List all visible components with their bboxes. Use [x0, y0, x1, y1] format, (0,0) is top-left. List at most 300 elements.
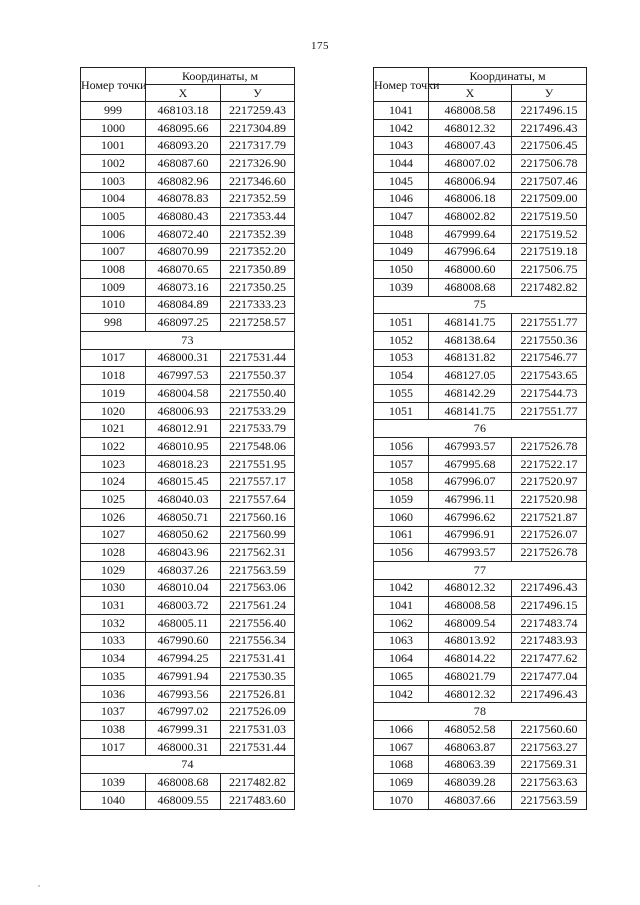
y-coordinate-cell: 2217563.59: [221, 561, 295, 579]
table-row: [374, 102, 587, 120]
x-coordinate-cell: 468008.58: [429, 597, 512, 615]
table-row: [374, 402, 587, 420]
y-coordinate-cell: 2217496.15: [512, 597, 587, 615]
point-number-cell: 1062: [374, 614, 429, 632]
point-number-cell: 1040: [81, 791, 146, 809]
table-row: [81, 473, 295, 491]
point-number-cell: 1070: [374, 791, 429, 809]
x-coordinate-cell: 467996.07: [429, 473, 512, 491]
x-coordinate-cell: 467996.11: [429, 491, 512, 509]
table-row: [81, 738, 295, 756]
x-coordinate-cell: 467993.56: [146, 685, 221, 703]
table-row: [81, 367, 295, 385]
table-row: [81, 721, 295, 739]
y-coordinate-cell: 2217477.04: [512, 668, 587, 686]
point-number-cell: 1042: [374, 579, 429, 597]
point-number-cell: 1056: [374, 438, 429, 456]
y-coordinate-cell: 2217483.74: [512, 614, 587, 632]
y-coordinate-cell: 2217350.25: [221, 278, 295, 296]
x-coordinate-cell: 468103.18: [146, 102, 221, 120]
x-coordinate-cell: 468063.87: [429, 738, 512, 756]
point-number-cell: 1031: [81, 597, 146, 615]
x-coordinate-cell: 468073.16: [146, 278, 221, 296]
y-coordinate-cell: 2217531.41: [221, 650, 295, 668]
x-coordinate-cell: 468037.66: [429, 791, 512, 809]
point-number-cell: 1025: [81, 491, 146, 509]
point-number-cell: 1060: [374, 508, 429, 526]
point-number-cell: 1017: [81, 738, 146, 756]
table-row: [374, 597, 587, 615]
table-row: [81, 155, 295, 173]
table-row: [81, 668, 295, 686]
point-number-header: Номер точки: [81, 68, 146, 102]
point-number-cell: 1007: [81, 243, 146, 261]
y-coordinate-cell: 2217506.45: [512, 137, 587, 155]
point-number-cell: 1009: [81, 278, 146, 296]
point-number-cell: 1017: [81, 349, 146, 367]
x-coordinate-cell: 468050.71: [146, 508, 221, 526]
table-row: [374, 650, 587, 668]
y-coordinate-cell: 2217560.60: [512, 721, 587, 739]
x-column-header: X: [429, 85, 512, 102]
y-coordinate-cell: 2217562.31: [221, 544, 295, 562]
point-number-cell: 1046: [374, 190, 429, 208]
x-coordinate-cell: 468078.83: [146, 190, 221, 208]
table-row: [374, 791, 587, 809]
y-coordinate-cell: 2217560.99: [221, 526, 295, 544]
y-coordinate-cell: 2217520.97: [512, 473, 587, 491]
table-row: [374, 738, 587, 756]
x-coordinate-cell: 468072.40: [146, 225, 221, 243]
table-row: [374, 155, 587, 173]
point-number-cell: 1026: [81, 508, 146, 526]
x-coordinate-cell: 468082.96: [146, 172, 221, 190]
x-coordinate-cell: 467996.62: [429, 508, 512, 526]
point-number-cell: 1037: [81, 703, 146, 721]
section-number: 73: [81, 331, 295, 349]
point-number-cell: 1058: [374, 473, 429, 491]
y-coordinate-cell: 2217556.40: [221, 614, 295, 632]
point-number-cell: 1000: [81, 119, 146, 137]
point-number-cell: 1050: [374, 261, 429, 279]
table-row: [81, 385, 295, 403]
point-number-header: Номер точки: [374, 68, 429, 102]
x-coordinate-cell: 468008.58: [429, 102, 512, 120]
table-row: [81, 561, 295, 579]
table-row: [81, 190, 295, 208]
y-coordinate-cell: 2217563.06: [221, 579, 295, 597]
x-coordinate-cell: 468131.82: [429, 349, 512, 367]
point-number-cell: 1063: [374, 632, 429, 650]
point-number-cell: 1032: [81, 614, 146, 632]
x-coordinate-cell: 468070.99: [146, 243, 221, 261]
scan-speck: [38, 885, 40, 887]
point-number-cell: 1056: [374, 544, 429, 562]
table-row: [81, 296, 295, 314]
y-coordinate-cell: 2217496.15: [512, 102, 587, 120]
coordinates-header: Координаты, м: [146, 68, 295, 85]
point-number-cell: 1020: [81, 402, 146, 420]
x-coordinate-cell: 468084.89: [146, 296, 221, 314]
table-row: [81, 420, 295, 438]
y-coordinate-cell: 2217544.73: [512, 385, 587, 403]
y-coordinate-cell: 2217531.44: [221, 738, 295, 756]
table-row: [81, 208, 295, 226]
section-row: [374, 296, 587, 314]
table-row: [81, 491, 295, 509]
x-coordinate-cell: 468010.95: [146, 438, 221, 456]
coordinates-table-left: [80, 67, 295, 810]
table-row: [374, 225, 587, 243]
y-coordinate-cell: 2217551.95: [221, 455, 295, 473]
x-coordinate-cell: 467994.25: [146, 650, 221, 668]
section-number: 75: [374, 296, 587, 314]
table-row: [81, 791, 295, 809]
section-number: 77: [374, 561, 587, 579]
x-coordinate-cell: 468013.92: [429, 632, 512, 650]
y-coordinate-cell: 2217258.57: [221, 314, 295, 332]
x-coordinate-cell: 467996.91: [429, 526, 512, 544]
y-coordinate-cell: 2217560.16: [221, 508, 295, 526]
point-number-cell: 1067: [374, 738, 429, 756]
y-coordinate-cell: 2217477.62: [512, 650, 587, 668]
table-row: [81, 526, 295, 544]
point-number-cell: 1061: [374, 526, 429, 544]
y-coordinate-cell: 2217326.90: [221, 155, 295, 173]
table-row: [374, 331, 587, 349]
point-number-cell: 1042: [374, 119, 429, 137]
point-number-cell: 1043: [374, 137, 429, 155]
x-coordinate-cell: 468005.11: [146, 614, 221, 632]
table-row: [374, 208, 587, 226]
y-coordinate-cell: 2217548.06: [221, 438, 295, 456]
point-number-cell: 1057: [374, 455, 429, 473]
y-coordinate-cell: 2217483.60: [221, 791, 295, 809]
point-number-cell: 1044: [374, 155, 429, 173]
x-coordinate-cell: 468009.54: [429, 614, 512, 632]
table-row: [374, 491, 587, 509]
table-row: [81, 632, 295, 650]
y-coordinate-cell: 2217333.23: [221, 296, 295, 314]
x-coordinate-cell: 468003.72: [146, 597, 221, 615]
x-coordinate-cell: 468006.93: [146, 402, 221, 420]
x-coordinate-cell: 468014.22: [429, 650, 512, 668]
table-body: [374, 102, 587, 810]
x-coordinate-cell: 468095.66: [146, 119, 221, 137]
point-number-cell: 1053: [374, 349, 429, 367]
y-column-header: У: [512, 85, 587, 102]
x-coordinate-cell: 468000.31: [146, 738, 221, 756]
table-row: [81, 703, 295, 721]
x-coordinate-cell: 468010.04: [146, 579, 221, 597]
section-row: [81, 331, 295, 349]
point-number-cell: 1051: [374, 314, 429, 332]
table-row: [374, 756, 587, 774]
y-coordinate-cell: 2217569.31: [512, 756, 587, 774]
table-row: [374, 243, 587, 261]
table-row: [374, 349, 587, 367]
point-number-cell: 1005: [81, 208, 146, 226]
point-number-cell: 1028: [81, 544, 146, 562]
table-row: [81, 243, 295, 261]
section-number: 74: [81, 756, 295, 774]
table-row: [81, 774, 295, 792]
x-coordinate-cell: 467995.68: [429, 455, 512, 473]
point-number-cell: 1021: [81, 420, 146, 438]
x-coordinate-cell: 468004.58: [146, 385, 221, 403]
x-coordinate-cell: 468007.43: [429, 137, 512, 155]
table-row: [81, 438, 295, 456]
y-coordinate-cell: 2217483.93: [512, 632, 587, 650]
x-coordinate-cell: 468021.79: [429, 668, 512, 686]
table-row: [374, 614, 587, 632]
table-row: [374, 579, 587, 597]
point-number-cell: 1002: [81, 155, 146, 173]
x-coordinate-cell: 467997.02: [146, 703, 221, 721]
point-number-cell: 1008: [81, 261, 146, 279]
x-coordinate-cell: 468037.26: [146, 561, 221, 579]
x-coordinate-cell: 468002.82: [429, 208, 512, 226]
y-coordinate-cell: 2217533.29: [221, 402, 295, 420]
point-number-cell: 1034: [81, 650, 146, 668]
x-coordinate-cell: 468050.62: [146, 526, 221, 544]
table-row: [81, 261, 295, 279]
table-row: [374, 367, 587, 385]
table-row: [374, 473, 587, 491]
table-row: [81, 544, 295, 562]
y-coordinate-cell: 2217509.00: [512, 190, 587, 208]
x-coordinate-cell: 468012.32: [429, 579, 512, 597]
y-coordinate-cell: 2217519.50: [512, 208, 587, 226]
point-number-cell: 1049: [374, 243, 429, 261]
x-coordinate-cell: 468009.55: [146, 791, 221, 809]
y-coordinate-cell: 2217519.52: [512, 225, 587, 243]
y-coordinate-cell: 2217557.17: [221, 473, 295, 491]
x-coordinate-cell: 467993.57: [429, 438, 512, 456]
y-coordinate-cell: 2217563.63: [512, 774, 587, 792]
point-number-cell: 999: [81, 102, 146, 120]
y-coordinate-cell: 2217563.59: [512, 791, 587, 809]
y-coordinate-cell: 2217496.43: [512, 579, 587, 597]
point-number-cell: 1047: [374, 208, 429, 226]
table-row: [374, 685, 587, 703]
x-coordinate-cell: 468012.32: [429, 685, 512, 703]
y-coordinate-cell: 2217551.77: [512, 314, 587, 332]
x-coordinate-cell: 468142.29: [429, 385, 512, 403]
y-coordinate-cell: 2217519.18: [512, 243, 587, 261]
point-number-cell: 1022: [81, 438, 146, 456]
y-coordinate-cell: 2217550.37: [221, 367, 295, 385]
x-coordinate-cell: 468063.39: [429, 756, 512, 774]
y-coordinate-cell: 2217506.78: [512, 155, 587, 173]
table-row: [374, 544, 587, 562]
y-coordinate-cell: 2217520.98: [512, 491, 587, 509]
table-row: [81, 650, 295, 668]
table-row: [81, 102, 295, 120]
table-row: [374, 526, 587, 544]
x-coordinate-cell: 468015.45: [146, 473, 221, 491]
x-coordinate-cell: 467999.64: [429, 225, 512, 243]
y-coordinate-cell: 2217533.79: [221, 420, 295, 438]
y-coordinate-cell: 2217526.09: [221, 703, 295, 721]
y-coordinate-cell: 2217507.46: [512, 172, 587, 190]
page-number: 175: [311, 40, 329, 52]
point-number-cell: 1048: [374, 225, 429, 243]
table-row: [81, 579, 295, 597]
point-number-cell: 1051: [374, 402, 429, 420]
y-coordinate-cell: 2217317.79: [221, 137, 295, 155]
point-number-cell: 1039: [374, 278, 429, 296]
table-row: [81, 597, 295, 615]
table-row: [81, 172, 295, 190]
table-row: [81, 119, 295, 137]
point-number-cell: 1030: [81, 579, 146, 597]
point-number-cell: 1059: [374, 491, 429, 509]
x-coordinate-cell: 467997.53: [146, 367, 221, 385]
table-row: [81, 402, 295, 420]
x-coordinate-cell: 468141.75: [429, 402, 512, 420]
section-row: [81, 756, 295, 774]
x-coordinate-cell: 467991.94: [146, 668, 221, 686]
coordinates-table-right: [373, 67, 587, 810]
x-coordinate-cell: 468007.02: [429, 155, 512, 173]
y-coordinate-cell: 2217496.43: [512, 119, 587, 137]
y-coordinate-cell: 2217496.43: [512, 685, 587, 703]
point-number-cell: 1041: [374, 102, 429, 120]
point-number-cell: 1019: [81, 385, 146, 403]
y-coordinate-cell: 2217259.43: [221, 102, 295, 120]
y-coordinate-cell: 2217563.27: [512, 738, 587, 756]
y-column-header: У: [221, 85, 295, 102]
section-row: [374, 703, 587, 721]
x-coordinate-cell: 468080.43: [146, 208, 221, 226]
x-coordinate-cell: 468070.65: [146, 261, 221, 279]
x-coordinate-cell: 468052.58: [429, 721, 512, 739]
x-coordinate-cell: 468097.25: [146, 314, 221, 332]
point-number-cell: 1038: [81, 721, 146, 739]
point-number-cell: 1052: [374, 331, 429, 349]
coordinates-header: Координаты, м: [429, 68, 587, 85]
table-row: [374, 508, 587, 526]
table-row: [374, 190, 587, 208]
point-number-cell: 1006: [81, 225, 146, 243]
point-number-cell: 1064: [374, 650, 429, 668]
table-row: [374, 119, 587, 137]
y-coordinate-cell: 2217561.24: [221, 597, 295, 615]
table-row: [374, 278, 587, 296]
x-coordinate-cell: 468012.91: [146, 420, 221, 438]
y-coordinate-cell: 2217531.44: [221, 349, 295, 367]
y-coordinate-cell: 2217352.59: [221, 190, 295, 208]
y-coordinate-cell: 2217556.34: [221, 632, 295, 650]
y-coordinate-cell: 2217482.82: [221, 774, 295, 792]
y-coordinate-cell: 2217350.89: [221, 261, 295, 279]
y-coordinate-cell: 2217352.20: [221, 243, 295, 261]
table-row: [81, 349, 295, 367]
point-number-cell: 1023: [81, 455, 146, 473]
point-number-cell: 1039: [81, 774, 146, 792]
x-coordinate-cell: 467993.57: [429, 544, 512, 562]
table-row: [81, 278, 295, 296]
y-coordinate-cell: 2217531.03: [221, 721, 295, 739]
x-coordinate-cell: 468012.32: [429, 119, 512, 137]
point-number-cell: 1003: [81, 172, 146, 190]
x-coordinate-cell: 467999.31: [146, 721, 221, 739]
x-coordinate-cell: 468006.18: [429, 190, 512, 208]
table-body: [81, 102, 295, 810]
table-row: [374, 455, 587, 473]
y-coordinate-cell: 2217530.35: [221, 668, 295, 686]
point-number-cell: 1045: [374, 172, 429, 190]
point-number-cell: 1001: [81, 137, 146, 155]
y-coordinate-cell: 2217526.81: [221, 685, 295, 703]
point-number-cell: 1054: [374, 367, 429, 385]
x-coordinate-cell: 468006.94: [429, 172, 512, 190]
point-number-cell: 998: [81, 314, 146, 332]
point-number-cell: 1041: [374, 597, 429, 615]
x-coordinate-cell: 468043.96: [146, 544, 221, 562]
point-number-cell: 1033: [81, 632, 146, 650]
y-coordinate-cell: 2217346.60: [221, 172, 295, 190]
table-row: [81, 225, 295, 243]
table-row: [374, 137, 587, 155]
y-coordinate-cell: 2217353.44: [221, 208, 295, 226]
x-coordinate-cell: 468127.05: [429, 367, 512, 385]
table-row: [81, 685, 295, 703]
table-row: [81, 137, 295, 155]
table-row: [374, 774, 587, 792]
table-row: [81, 614, 295, 632]
point-number-cell: 1068: [374, 756, 429, 774]
x-coordinate-cell: 468018.23: [146, 455, 221, 473]
section-number: 78: [374, 703, 587, 721]
table-row: [374, 438, 587, 456]
section-row: [374, 561, 587, 579]
table-row: [374, 668, 587, 686]
table-row: [374, 261, 587, 279]
section-number: 76: [374, 420, 587, 438]
point-number-cell: 1027: [81, 526, 146, 544]
table-row: [374, 314, 587, 332]
point-number-cell: 1010: [81, 296, 146, 314]
y-coordinate-cell: 2217551.77: [512, 402, 587, 420]
point-number-cell: 1055: [374, 385, 429, 403]
section-row: [374, 420, 587, 438]
y-coordinate-cell: 2217522.17: [512, 455, 587, 473]
table-row: [374, 721, 587, 739]
x-coordinate-cell: 468039.28: [429, 774, 512, 792]
x-coordinate-cell: 468008.68: [429, 278, 512, 296]
table-row: [374, 632, 587, 650]
point-number-cell: 1018: [81, 367, 146, 385]
y-coordinate-cell: 2217550.40: [221, 385, 295, 403]
x-coordinate-cell: 468000.31: [146, 349, 221, 367]
y-coordinate-cell: 2217304.89: [221, 119, 295, 137]
x-coordinate-cell: 468138.64: [429, 331, 512, 349]
x-coordinate-cell: 468087.60: [146, 155, 221, 173]
y-coordinate-cell: 2217546.77: [512, 349, 587, 367]
y-coordinate-cell: 2217557.64: [221, 491, 295, 509]
point-number-cell: 1004: [81, 190, 146, 208]
point-number-cell: 1035: [81, 668, 146, 686]
x-column-header: X: [146, 85, 221, 102]
x-coordinate-cell: 468141.75: [429, 314, 512, 332]
point-number-cell: 1065: [374, 668, 429, 686]
table-row: [81, 455, 295, 473]
point-number-cell: 1042: [374, 685, 429, 703]
x-coordinate-cell: 467996.64: [429, 243, 512, 261]
y-coordinate-cell: 2217526.78: [512, 544, 587, 562]
